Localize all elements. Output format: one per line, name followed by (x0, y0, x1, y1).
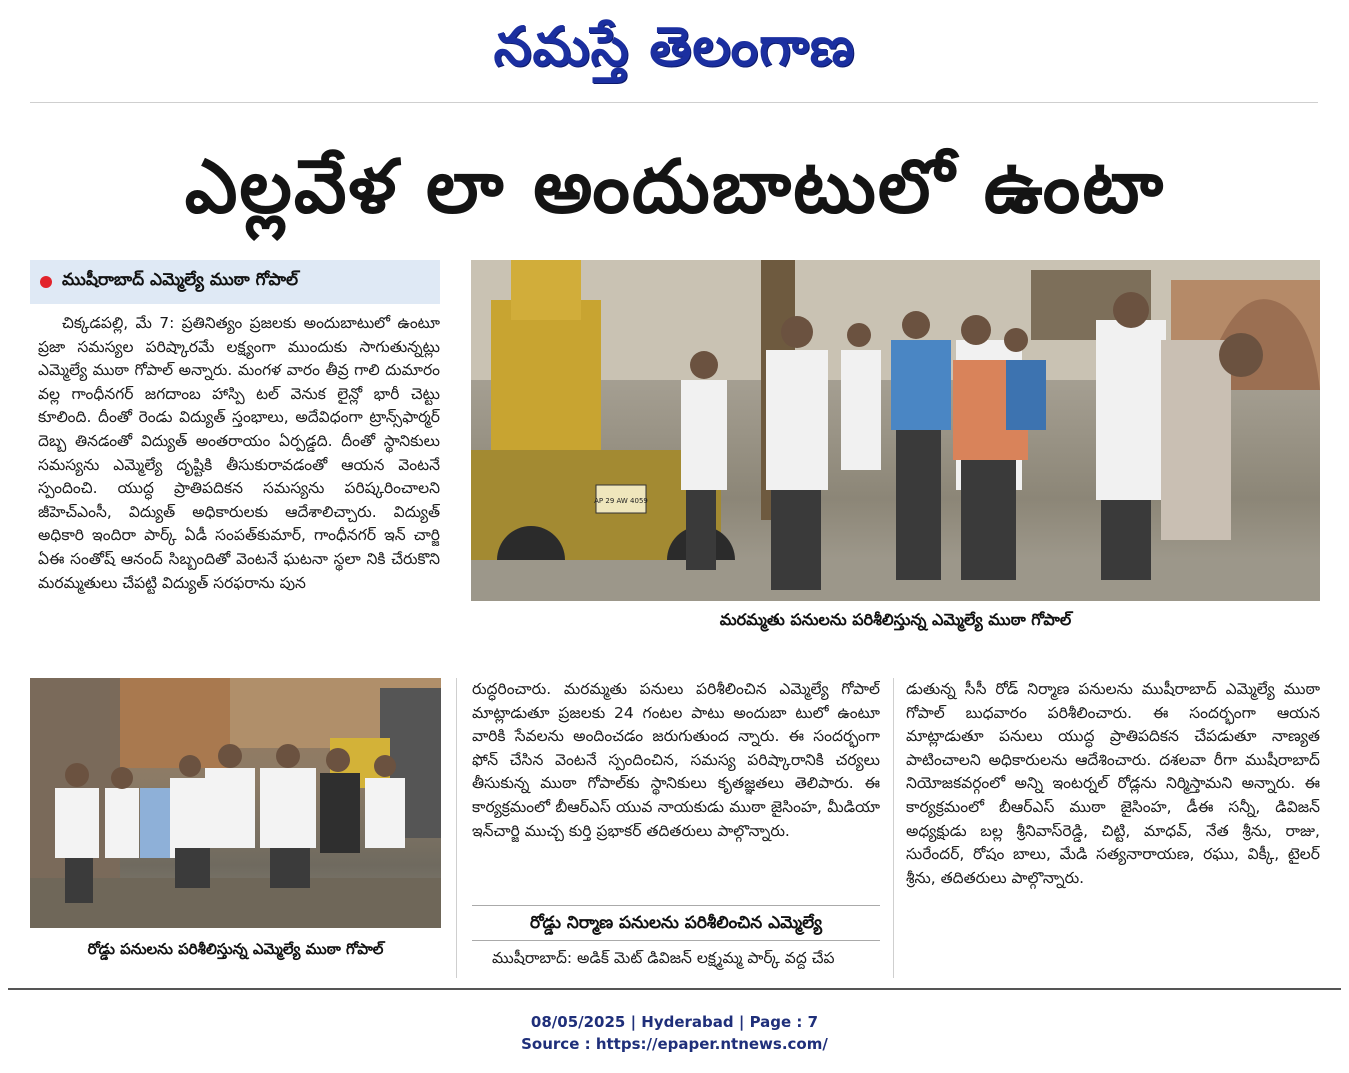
footer-date-line: 08/05/2025 | Hyderabad | Page : 7 (530, 1013, 819, 1031)
masthead-title: నమస్తే తెలంగాణ (493, 14, 856, 78)
left-photo (30, 678, 441, 928)
bullet-dot-icon (40, 276, 52, 288)
article-column-middle: రుద్ధరించారు. మరమ్మతు పనులు పరిశీలించిన ఎమ్మెల్యే గోపాల్ మాట్లాడుతూ ప్రజలకు 24 గంటల పాటు అందుబా టులో ఉంటూ వారికి సేవలను అందించడం జరుగుతుంద న్నారు. ఈ సందర్భంగా ఫోన్ చేసిన వెంటనే స్పందించిన, సమస్య పరిష్కారానికి చర్యలు తీసుకున్న ముఠా గోపాల్‌కు స్థానికులు కృతజ్ఞతలు తెలిపారు. ఈ కార్యక్రమంలో బీఆర్ఎస్ యువ నాయకుడు ముఠా జైసింహ, మీడియా ఇన్‌చార్జి ముచ్చ కుర్తి ప్రభాకర్ తదితరులు పాల్గొన్నారు. (472, 680, 880, 840)
column-divider (893, 678, 894, 978)
main-photo-illustration (471, 260, 1320, 601)
main-photo-caption: మరమ్మతు పనులను పరిశీలిస్తున్న ఎమ్మెల్యే ముఠా గోపాల్ (719, 610, 1072, 629)
masthead (0, 6, 1349, 86)
vehicle-plate: AP 29 AW 4059 (594, 497, 648, 505)
left-photo-illustration (30, 678, 441, 928)
article-column-left: చిక్కడపల్లి, మే 7: ప్రతినిత్యం ప్రజలకు అందుబాటులో ఉంటూ ప్రజా సమస్యల పరిష్కారమే లక్ష్యంగా ముందుకు సాగుతున్నట్లు ఎమ్మెల్యే ముఠా గోపాల్ అన్నారు. మంగళ వారం తీవ్ర గాలి దుమారం వల్ల గాంధీనగర్ జగదాంబ హాస్పి టల్ వెనుక లైన్లో భారీ చెట్టు కూలింది. దీంతో రెండు విద్యుత్ స్తంభాలు, అదేవిధంగా ట్రాన్స్‌ఫార్మర్ దెబ్బ తినడంతో విద్యుత్ అంతరాయం ఏర్పడ్డది. దీంతో స్థానికులు సమస్యను ఎమ్మెల్యే దృష్టికి తీసుకురావడంతో ఆయన వెంటనే స్పందించి. యుద్ధ ప్రాతిపదికన సమస్యను పరిష్కరించాలని జీహెచ్ఎంసీ, విద్యుత్ అధికారులకు ఆదేశాలిచ్చారు. విద్యుత్ అధికారి ఇందిరా పార్క్ ఏడీ సంపత్‌కుమార్, గాంధీనగర్ ఇన్ చార్జి ఏఈ సంతోష్ ఆనంద్ సిబ్బందితో వెంటనే ఘటనా స్థలా నికి చేరుకొని మరమ్మతులు చేపట్టి విద్యుత్ సరఫరాను పున (38, 314, 440, 592)
article-column-middle-continued: ముషీరాబాద్: అడిక్ మెట్ డివిజన్ లక్ష్మమ్మ పార్క్ వద్ద చేప (492, 949, 835, 967)
left-photo-caption: రోడ్డు పనులను పరిశీలిస్తున్న ఎమ్మెల్యే ముఠా గోపాల్ (87, 940, 384, 958)
bottom-divider (8, 988, 1341, 990)
main-photo (471, 260, 1320, 601)
kicker-bar (30, 260, 440, 304)
kicker-label: ముషీరాబాద్ ఎమ్మెల్యే ముఠా గోపాల్ (62, 270, 299, 290)
top-divider (30, 102, 1318, 103)
sub-headline: రోడ్డు నిర్మాణ పనులను పరిశీలించిన ఎమ్మెల్యే (472, 905, 880, 941)
article-column-right: డుతున్న సీసీ రోడ్ నిర్మాణ పనులను ముషీరాబాద్ ఎమ్మెల్యే ముఠా గోపాల్ బుధవారం పరిశీలించారు. ఈ సందర్భంగా ఆయన మాట్లాడుతూ పనులు యుద్ధ ప్రాతిపదికన చేపడుతూ నాణ్యత పాటించాలని అధికారులను ఆదేశించారు. దశలవా రీగా ముషీరాబాద్ నియోజకవర్గంలో అన్ని ఇంటర్నల్ రోడ్లను నిర్మిస్తామని అన్నారు. ఈ కార్యక్రమంలో బీఆర్ఎస్ ముఠా జైసింహ, డీఈ సన్నీ, డివిజన్ అధ్యక్షుడు బల్ల శ్రీనివాస్‌రెడ్డి, చిట్టి, మాధవ్, నేత శ్రీను, రాజు, సురేందర్, రోషం బాలు, మేడి సత్యనారాయణ, రఘు, విక్కీ, టైలర్ శ్రీను, తదితరులు పాల్గొన్నారు. (906, 680, 1320, 887)
headline: ఎల్లవేళ లా అందుబాటులో ఉంటా (184, 144, 1166, 230)
footer-source-line: Source : https://epaper.ntnews.com/ (521, 1035, 828, 1053)
column-divider (456, 678, 457, 978)
